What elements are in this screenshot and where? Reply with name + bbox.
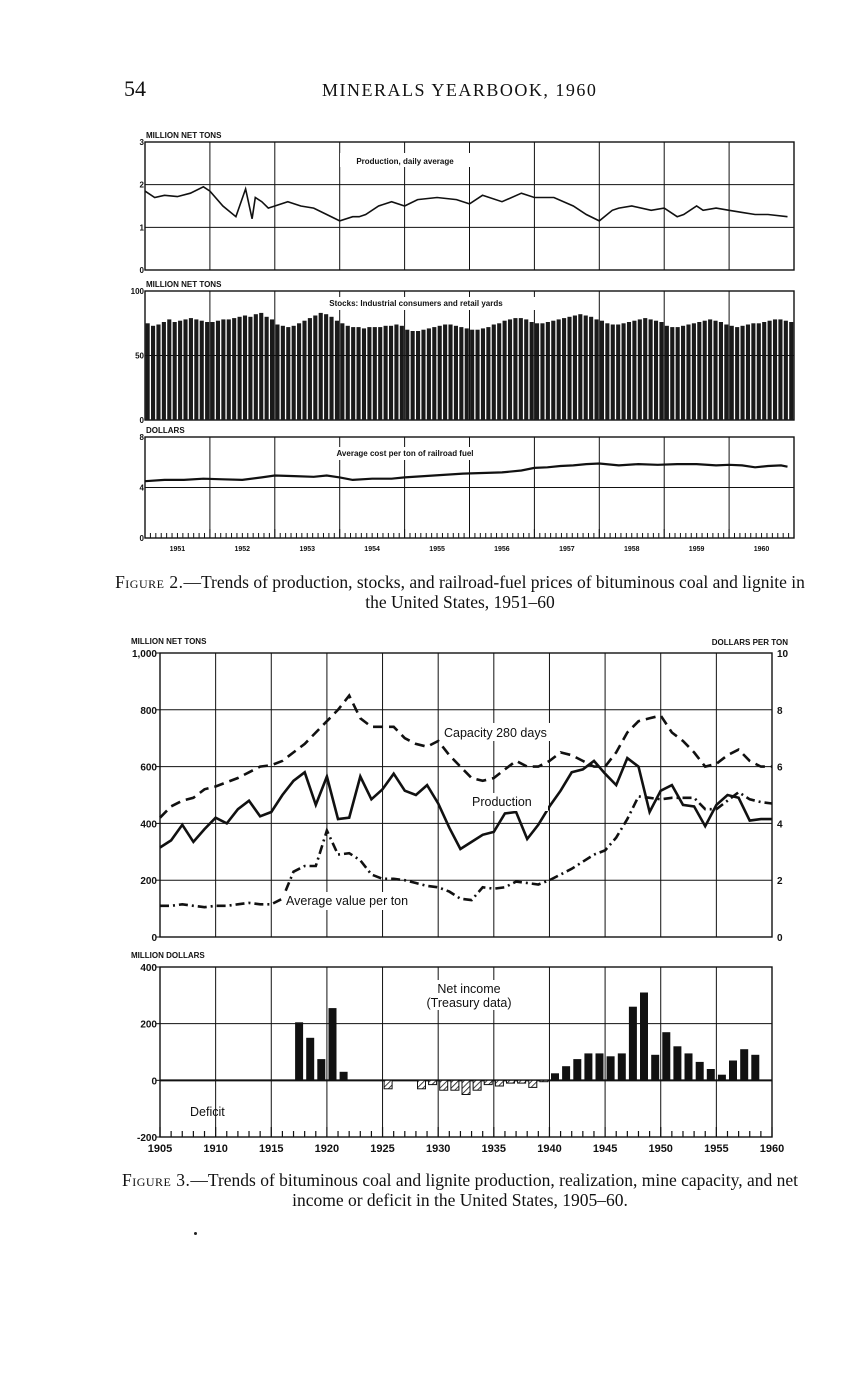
fig2-month-ticks (150, 529, 788, 538)
stock-bar (227, 319, 231, 420)
stock-bar (703, 321, 707, 420)
fig2c-y-ticks (140, 433, 145, 543)
income-bar (662, 1032, 670, 1080)
x-tick-label: 1954 (364, 546, 380, 553)
income-bar (651, 1055, 659, 1081)
y-tick-label: 0 (139, 416, 144, 425)
fig2b-grid (145, 291, 794, 420)
income-bar (740, 1049, 748, 1080)
y-tick-label: 0 (139, 534, 144, 543)
stock-bar (708, 319, 712, 420)
income-bar (596, 1053, 604, 1080)
x-tick-label: 1957 (559, 546, 575, 553)
stock-bar (676, 327, 680, 420)
income-bar (584, 1053, 592, 1080)
stock-bar (470, 330, 474, 420)
stock-bar (281, 326, 285, 420)
income-bar (729, 1061, 737, 1081)
income-bar (618, 1053, 626, 1080)
y-tick-label-left: 400 (140, 819, 157, 831)
stock-bar (357, 327, 361, 420)
stock-bar (605, 323, 609, 420)
y-tick-label-left: 800 (140, 705, 157, 717)
stock-bar (243, 316, 247, 421)
stock-bar (670, 327, 674, 420)
stock-bar (302, 321, 306, 420)
stock-bar (216, 321, 220, 420)
x-tick-label: 1951 (169, 546, 186, 553)
x-tick-label: 1920 (314, 1143, 340, 1155)
x-tick-label: 1915 (259, 1143, 284, 1155)
deficit-bar (518, 1080, 526, 1083)
stock-bar (443, 325, 447, 421)
stock-bar (713, 321, 717, 420)
income-bar (306, 1038, 314, 1081)
deficit-bar (440, 1080, 448, 1090)
x-tick-label: 1940 (537, 1143, 562, 1155)
fig2-panel-production (140, 131, 794, 275)
income-bar (329, 1008, 337, 1080)
stock-bar (465, 328, 469, 420)
deficit-bar (507, 1080, 515, 1083)
fig3a-capacity-label: Capacity 280 days (444, 726, 547, 740)
stock-bar (616, 325, 620, 421)
fig2-x-tick-labels (170, 546, 770, 553)
x-tick-label: 1935 (481, 1143, 507, 1155)
figure3-caption-label: Figure 3. (121, 1170, 191, 1190)
stock-bar (524, 319, 528, 420)
stock-bar (384, 326, 388, 420)
income-bar (718, 1075, 726, 1081)
stock-bar (697, 322, 701, 420)
stock-bar (297, 323, 301, 420)
fig3a-y-ticks-right (777, 649, 789, 944)
stock-bar (411, 331, 415, 420)
income-bar (295, 1022, 303, 1080)
stock-bar (173, 322, 177, 420)
fig3b-ylabel: MILLION DOLLARS (131, 951, 205, 960)
income-bar (573, 1059, 581, 1080)
stock-bar (557, 319, 561, 420)
x-tick-label: 1953 (299, 546, 316, 553)
stock-bar (741, 326, 745, 420)
x-tick-label: 1955 (429, 546, 445, 553)
stock-bar (492, 325, 496, 421)
stock-bar (686, 325, 690, 421)
stock-bar (367, 327, 371, 420)
stock-bar (659, 322, 663, 420)
stock-bar (757, 323, 761, 420)
income-bar (673, 1046, 681, 1080)
stock-bar (730, 326, 734, 420)
stock-bar (546, 322, 550, 420)
stock-bar (622, 323, 626, 420)
y-tick-label-left: 200 (140, 876, 157, 888)
y-tick-label: 400 (140, 963, 157, 974)
stock-bar (589, 317, 593, 420)
stock-bar (724, 325, 728, 421)
fig2a-title: Production, daily average (356, 157, 454, 166)
fig2a-y-ticks (140, 138, 145, 275)
fig3a-average-value-line (160, 792, 772, 907)
fig3b-title-line1: Net income (437, 982, 501, 996)
stock-bar (573, 316, 577, 421)
y-tick-label-left: 0 (151, 933, 157, 944)
stock-bar (643, 318, 647, 420)
stock-bar (205, 322, 209, 420)
fig3a-production-label: Production (472, 795, 532, 809)
stock-bar (773, 319, 777, 420)
stock-bar (378, 327, 382, 420)
stock-bar (578, 314, 582, 420)
fig2c-cost-line (145, 464, 788, 482)
income-bar (751, 1055, 759, 1081)
y-tick-label-right: 2 (777, 876, 783, 888)
x-tick-label: 1925 (370, 1143, 395, 1155)
stock-bar (746, 325, 750, 421)
y-tick-label-left: 600 (140, 762, 157, 774)
stock-bar (503, 321, 507, 420)
figure2-caption-label: Figure 2. (115, 572, 184, 592)
stock-bar (584, 316, 588, 421)
stock-bar (151, 326, 155, 420)
stock-bar (681, 326, 685, 420)
y-tick-label: -200 (136, 1133, 157, 1144)
stock-bar (373, 327, 377, 420)
figure3-caption (110, 1170, 810, 1210)
income-bar (607, 1056, 615, 1080)
deficit-bar (429, 1080, 437, 1084)
income-bar (640, 993, 648, 1081)
x-tick-label: 1958 (624, 546, 640, 553)
deficit-bar (384, 1080, 392, 1089)
stock-bar (362, 328, 366, 420)
y-tick-label-left: 1,000 (131, 649, 157, 660)
deficit-bar (462, 1080, 470, 1094)
stock-bar (238, 317, 242, 420)
stock-bar (194, 319, 198, 420)
x-tick-label: 1952 (234, 546, 251, 553)
fig3-panel-net-income (131, 951, 784, 1155)
x-tick-label: 1910 (203, 1143, 228, 1155)
stock-bar (319, 313, 323, 420)
deficit-bar (473, 1080, 481, 1090)
stock-bar (183, 319, 187, 420)
income-bar (707, 1069, 715, 1080)
stock-bar (600, 321, 604, 420)
stock-bar (627, 322, 631, 420)
fig3a-avgvalue-label: Average value per ton (286, 894, 409, 908)
stock-bar (654, 321, 658, 420)
stock-bar (232, 318, 236, 420)
stock-bar (535, 323, 539, 420)
stock-bar (448, 325, 452, 421)
y-tick-label: 200 (140, 1019, 157, 1031)
stock-bar (778, 319, 782, 420)
stock-bar (405, 330, 409, 420)
stock-bar (454, 326, 458, 420)
y-tick-label-right: 0 (777, 933, 783, 944)
stock-bar (335, 321, 339, 420)
income-bar (685, 1053, 693, 1080)
stock-bar (789, 322, 793, 420)
x-tick-label: 1960 (753, 546, 770, 553)
fig3a-grid (160, 653, 772, 937)
stock-bar (178, 321, 182, 420)
stock-bar (481, 328, 485, 420)
figure2-caption (110, 572, 810, 612)
fig2c-title: Average cost per ton of railroad fuel (336, 449, 474, 458)
stock-bar (567, 317, 571, 420)
stock-bar (638, 319, 642, 420)
y-tick-label: 50 (135, 351, 144, 361)
stock-bar (459, 327, 463, 420)
stock-bar (340, 323, 344, 420)
x-tick-label: 1956 (494, 546, 510, 553)
stock-bar (540, 323, 544, 420)
stock-bar (351, 327, 355, 420)
y-tick-label: 3 (139, 138, 144, 147)
stock-bar (784, 321, 788, 420)
fig2a-production-line (145, 187, 788, 221)
stock-bar (486, 327, 490, 420)
figure3-caption-text: —Trends of bituminous coal and lignite production, realization, mine capacity, and net income or deficit in the United States, 1905–60. (190, 1170, 799, 1210)
deficit-bar (418, 1080, 426, 1089)
fig2b-ylabel: MILLION NET TONS (146, 280, 222, 289)
stock-bar (270, 319, 274, 420)
y-tick-label-right: 10 (777, 649, 789, 660)
deficit-bar (529, 1080, 537, 1087)
stock-bar (308, 318, 312, 420)
stock-bar (259, 313, 263, 420)
x-tick-label: 1945 (592, 1143, 618, 1155)
stock-bar (497, 323, 501, 420)
x-tick-label: 1905 (147, 1143, 173, 1155)
stray-dot (194, 1232, 197, 1235)
fig2c-ylabel: DOLLARS (146, 426, 185, 435)
income-bar (551, 1073, 559, 1080)
fig3b-x-ticks (148, 1127, 784, 1155)
income-bar (696, 1062, 704, 1080)
fig2-panel-stocks (131, 280, 794, 425)
stock-bar (211, 322, 215, 420)
stock-bar (692, 323, 696, 420)
fig3b-y-ticks (137, 963, 160, 1144)
y-tick-label-right: 8 (777, 705, 783, 717)
stock-bar (551, 321, 555, 420)
y-tick-label: 0 (151, 1076, 157, 1088)
stock-bar (189, 318, 193, 420)
y-tick-label: 1 (139, 223, 144, 233)
fig3a-ylabel-right: DOLLARS PER TON (711, 638, 788, 647)
x-tick-label: 1950 (648, 1143, 673, 1155)
stock-bar (286, 327, 290, 420)
stock-bar (562, 318, 566, 420)
fig2b-title: Stocks: Industrial consumers and retail yards (329, 299, 503, 308)
stock-bar (416, 331, 420, 420)
stock-bar (611, 325, 615, 421)
figure2-caption-text: —Trends of production, stocks, and railroad-fuel prices of bituminous coal and lignite in the United States, 1951–60 (183, 572, 805, 612)
stock-bar (156, 325, 160, 421)
x-tick-label: 1960 (759, 1143, 785, 1155)
stock-bar (275, 325, 279, 421)
fig2-panel-rail-fuel (140, 426, 794, 553)
page-number: 54 (124, 76, 146, 101)
running-head: MINERALS YEARBOOK, 1960 (322, 80, 598, 100)
stock-bar (146, 323, 150, 420)
y-tick-label: 4 (139, 483, 144, 493)
stock-bar (389, 326, 393, 420)
stock-bar (508, 319, 512, 420)
stock-bar (254, 314, 258, 420)
y-tick-label: 2 (139, 180, 144, 190)
stock-bar (432, 327, 436, 420)
deficit-bar (495, 1080, 503, 1086)
y-tick-label: 8 (139, 433, 144, 442)
fig3a-frame (160, 653, 772, 937)
income-bar (629, 1007, 637, 1081)
y-tick-label: 100 (130, 287, 144, 296)
stock-bar (292, 326, 296, 420)
stock-bar (632, 321, 636, 420)
stock-bar (421, 330, 425, 420)
stock-bar (762, 322, 766, 420)
stock-bar (719, 322, 723, 420)
deficit-bar (540, 1080, 548, 1081)
y-tick-label-right: 6 (777, 762, 783, 774)
fig3b-deficit-label: Deficit (190, 1105, 225, 1119)
deficit-bar (484, 1080, 492, 1084)
income-bar (340, 1072, 348, 1081)
fig3a-ylabel-left: MILLION NET TONS (131, 637, 207, 646)
income-bar (562, 1066, 570, 1080)
y-tick-label: 0 (139, 266, 144, 275)
stock-bar (394, 325, 398, 421)
deficit-bar (451, 1080, 459, 1090)
stock-bar (513, 318, 517, 420)
stock-bar (649, 319, 653, 420)
stock-bar (265, 317, 269, 420)
fig2b-y-ticks (131, 287, 145, 425)
stock-bar (427, 328, 431, 420)
stock-bar (167, 319, 171, 420)
stock-bar (221, 319, 225, 420)
fig3b-title-line2: (Treasury data) (426, 996, 512, 1010)
fig2a-ylabel: MILLION NET TONS (146, 131, 222, 140)
stock-bar (346, 326, 350, 420)
stock-bar (735, 327, 739, 420)
x-tick-label: 1959 (688, 546, 705, 553)
income-bar (317, 1059, 325, 1080)
stock-bar (665, 326, 669, 420)
stock-bar (768, 321, 772, 420)
fig3a-y-ticks-left (132, 649, 160, 944)
stock-bar (519, 318, 523, 420)
stock-bar (438, 326, 442, 420)
stock-bar (400, 326, 404, 420)
x-tick-label: 1955 (704, 1143, 729, 1155)
stock-bar (324, 314, 328, 420)
fig3-panel-production (131, 637, 789, 944)
stock-bar (530, 322, 534, 420)
stock-bar (162, 322, 166, 420)
stock-bar (594, 319, 598, 420)
stock-bar (751, 323, 755, 420)
y-tick-label-right: 4 (777, 819, 783, 831)
stock-bar (476, 330, 480, 420)
stock-bar (248, 317, 252, 420)
stock-bar (329, 317, 333, 420)
x-tick-label: 1930 (425, 1143, 451, 1155)
stock-bar (200, 321, 204, 420)
stock-bar (313, 316, 317, 421)
